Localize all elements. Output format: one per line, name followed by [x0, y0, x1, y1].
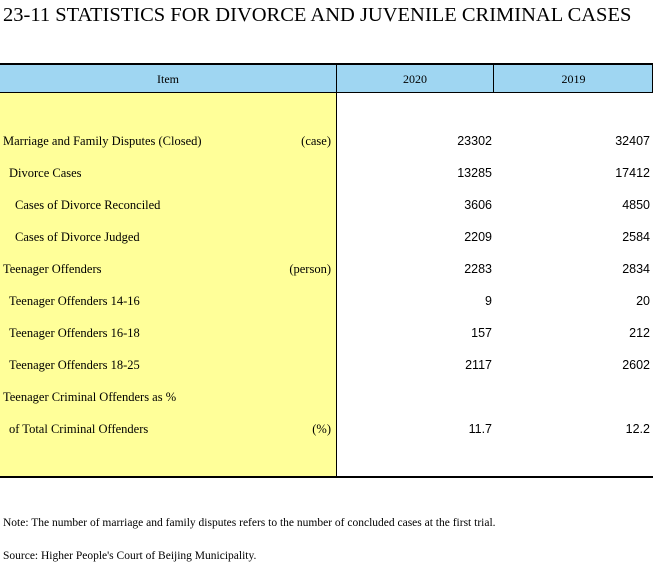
row-label: Teenager Offenders — [3, 262, 102, 276]
footnote: Note: The number of marriage and family disputes refers to the number of concluded cases at the first trial. — [3, 517, 496, 529]
value-2020: 13285 — [457, 166, 492, 180]
value-2020: 23302 — [457, 134, 492, 148]
value-2019: 2602 — [622, 358, 650, 372]
value-2019: 2584 — [622, 230, 650, 244]
value-2020: 11.7 — [468, 422, 492, 436]
row-label: Cases of Divorce Reconciled — [15, 198, 161, 212]
row-label: Teenager Offenders 16-18 — [9, 326, 140, 340]
page-title: 23-11 STATISTICS FOR DIVORCE AND JUVENILE CRIMINAL CASES — [3, 4, 632, 26]
row-label: Divorce Cases — [9, 166, 82, 180]
row-label: Teenager Offenders 14-16 — [9, 294, 140, 308]
table-row — [0, 230, 653, 250]
value-2019: 4850 — [622, 198, 650, 212]
table-header — [0, 63, 653, 93]
table-bottom-border — [0, 476, 653, 478]
row-label: Teenager Offenders 18-25 — [9, 358, 140, 372]
row-label: Teenager Criminal Offenders as % — [3, 390, 177, 404]
row-label: Marriage and Family Disputes (Closed) — [3, 134, 202, 148]
value-2019: 17412 — [615, 166, 650, 180]
table-row — [0, 198, 653, 218]
table-row — [0, 358, 653, 378]
value-2019: 32407 — [615, 134, 650, 148]
row-unit: (person) — [289, 262, 331, 276]
table-row — [0, 326, 653, 346]
value-2020: 2209 — [464, 230, 492, 244]
value-2019: 20 — [636, 294, 650, 308]
value-2020: 2117 — [465, 358, 492, 372]
value-2019: 12.2 — [625, 422, 650, 436]
value-2019: 2834 — [622, 262, 650, 276]
source-note: Source: Higher People's Court of Beijing Municipality. — [3, 550, 257, 562]
value-2020: 157 — [471, 326, 492, 340]
table-row — [0, 294, 653, 314]
header-2020: 2020 — [403, 72, 427, 86]
row-unit: (case) — [301, 134, 331, 148]
value-2020: 2283 — [464, 262, 492, 276]
table-row — [0, 134, 653, 154]
value-2020: 3606 — [464, 198, 492, 212]
table-row — [0, 166, 653, 186]
header-2019: 2019 — [561, 72, 586, 86]
table-row — [0, 422, 653, 442]
value-2019: 212 — [629, 326, 650, 340]
row-label: of Total Criminal Offenders — [9, 422, 149, 436]
table-row — [0, 390, 653, 410]
row-label: Cases of Divorce Judged — [15, 230, 140, 244]
header-divider — [493, 63, 494, 93]
row-unit: (%) — [312, 422, 331, 436]
table-row — [0, 262, 653, 282]
value-2020: 9 — [485, 294, 492, 308]
header-item: Item — [157, 72, 179, 86]
